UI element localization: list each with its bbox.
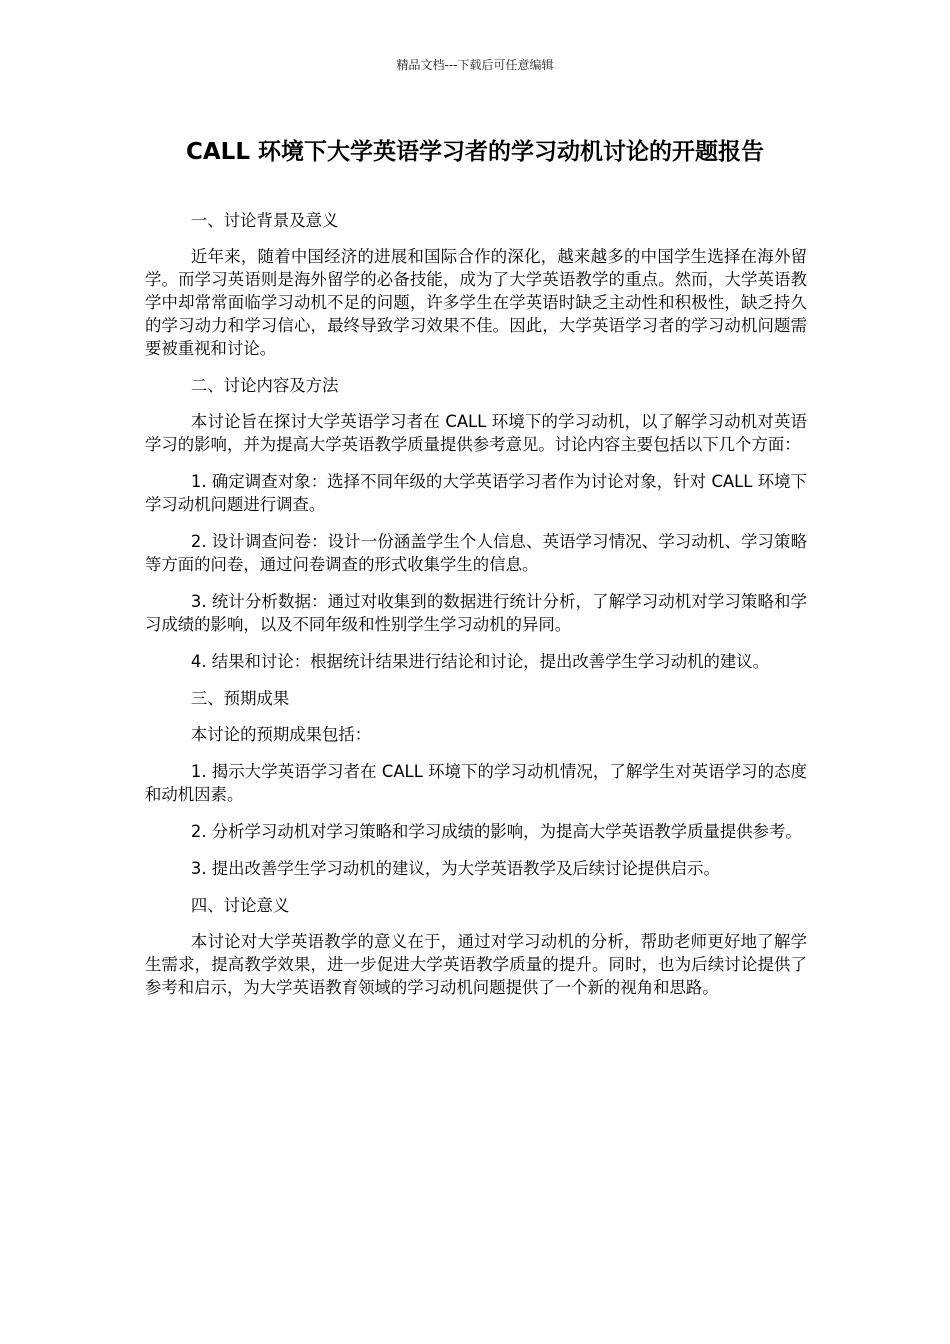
document-title: CALL 环境下大学英语学习者的学习动机讨论的开题报告	[186, 139, 764, 165]
section-heading-content-method: 二、讨论内容及方法	[190, 376, 339, 395]
section-heading-outcomes: 三、预期成果	[190, 689, 290, 708]
list-item-results: 4. 结果和讨论：根据统计结果进行结论和讨论，提出改善学生学习动机的建议。	[190, 652, 770, 671]
paragraph-content-intro: 本讨论旨在探讨大学英语学习者在 CALL 环境下的学习动机，以了解学习动机对英语学习的影响，并为提高大学英语教学质量提供参考意见。讨论内容主要包括以下几个方面：	[145, 412, 807, 454]
document-body	[145, 209, 807, 1013]
list-item-outcome-1: 1. 揭示大学英语学习者在 CALL 环境下的学习动机情况，了解学生对英语学习的态度和动机因素。	[145, 762, 807, 804]
list-item-outcome-2: 2. 分析学习动机对学习策略和学习成绩的影响，为提高大学英语教学质量提供参考。	[190, 822, 802, 841]
paragraph-significance: 本讨论对大学英语教学的意义在于，通过对学习动机的分析，帮助老师更好地了解学生需求，提高教学效果，进一步促进大学英语教学质量的提升。同时，也为后续讨论提供了参考和启示，为大学英语教育领域的学习动机问题提供了一个新的视角和思路。	[145, 932, 807, 997]
list-item-subjects: 1. 确定调查对象：选择不同年级的大学英语学习者作为讨论对象，针对 CALL 环境下学习动机问题进行调查。	[145, 472, 807, 514]
paragraph-background: 近年来，随着中国经济的进展和国际合作的深化，越来越多的中国学生选择在海外留学。而学习英语则是海外留学的必备技能，成为了大学英语教学的重点。然而，大学英语教学中却常常面临学习动机不足的问题，许多学生在学英语时缺乏主动性和积极性，缺乏持久的学习动力和学习信心，最终导致学习效果不佳。因此，大学英语学习者的学习动机问题需要被重视和讨论。	[145, 247, 807, 358]
list-item-questionnaire: 2. 设计调查问卷：设计一份涵盖学生个人信息、英语学习情况、学习动机、学习策略等方面的问卷，通过问卷调查的形式收集学生的信息。	[145, 532, 807, 574]
section-heading-significance: 四、讨论意义	[190, 896, 290, 915]
list-item-outcome-3: 3. 提出改善学生学习动机的建议，为大学英语教学及后续讨论提供启示。	[190, 859, 720, 878]
paragraph-outcomes-intro: 本讨论的预期成果包括：	[190, 725, 372, 744]
section-heading-background: 一、讨论背景及意义	[190, 211, 339, 230]
page-header: 精品文档---下载后可任意编辑	[396, 58, 554, 72]
list-item-analysis: 3. 统计分析数据：通过对收集到的数据进行统计分析，了解学习动机对学习策略和学习成绩的影响，以及不同年级和性别学生学习动机的异同。	[145, 592, 807, 634]
